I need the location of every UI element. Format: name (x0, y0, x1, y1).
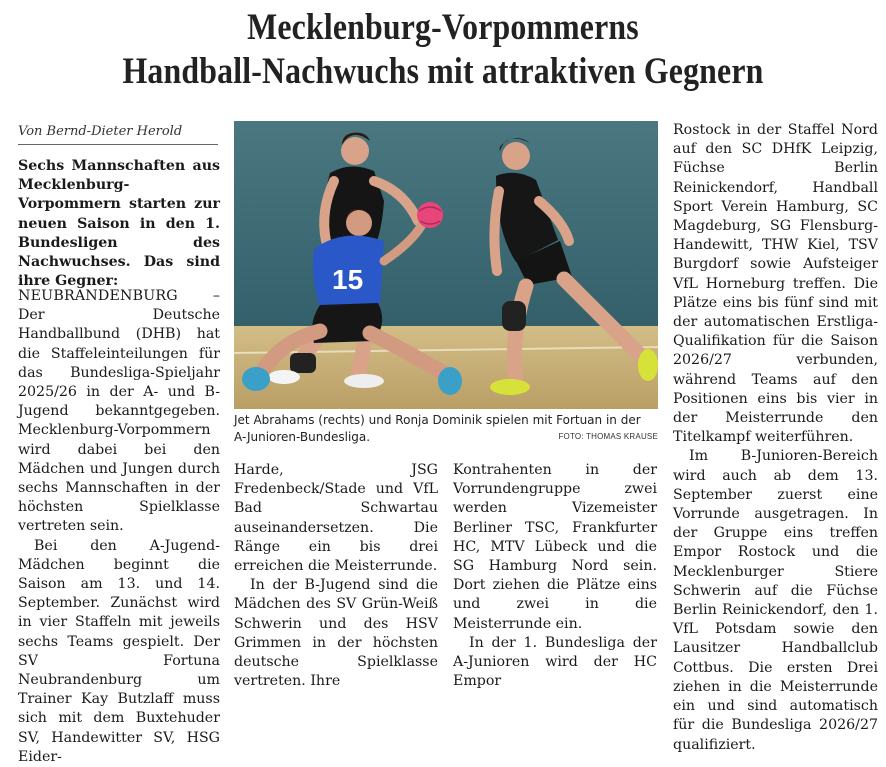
paragraph-3-cont: Kontrahenten in der Vorrundengruppe zwei werden Vizemeister Berliner TSC, Frankfurter HC, MTV Lübeck und die SG Hamburg Nord sein. Dort ziehen die Plätze eins und zwei in die Meisterrunde ein. (453, 462, 657, 632)
handball-photo-illustration (234, 121, 658, 409)
byline: Von Bernd-Dieter Herold (18, 124, 218, 145)
paragraph-1 (18, 287, 220, 537)
headline-line-2: Handball-Nachwuchs mit attraktiven Gegnern (122, 51, 764, 92)
article-photo (234, 121, 658, 409)
paragraph-5: Im B-Junioren-Bereich wird auch ab dem 13. September zuerst eine Vorrunde ausgetragen. In der Gruppe eins treffen Empor Rostock und die Mecklenburger Stiere Schwerin auf die Füchse Berlin Reinickendorf, den 1. VfL Potsdam sowie den Lausitzer Handballclub Cottbus. Die ersten Drei ziehen in die Meisterrunde ein und sind automatisch für die Bundesliga 2026/27 qualifiziert. (673, 448, 878, 753)
dateline: NEUBRANDENBURG (18, 288, 178, 304)
jersey-number: 15 (332, 264, 364, 295)
caption-text: Jet Abrahams (rechts) und Ronja Dominik spielen mit Fortuan in der A-Junioren-Bundesliga. (234, 413, 641, 444)
paragraph-2: Bei den A-Jugend-Mädchen beginnt die Saison am 13. und 14. September. Zunächst wird in vier Staffeln mit jeweils sechs Teams gespielt. Der SV Fortuna Neubrandenburg um Trainer Kay Butzlaff muss sich mit dem Buxtehuder SV, Handewitter SV, HSG Eider- (18, 537, 220, 765)
paragraph-4-cont: Rostock in der Staffel Nord auf den SC DHfK Leipzig, Füchse Berlin Reinickendorf, Handball Sport Verein Hamburg, SC Magdeburg, SG Flensburg-Handewitt, THW Kiel, TSV Burgdorf sowie Aufsteiger VfL Horneburg treffen. Die Plätze eins bis fünf sind mit der automatischen Erstliga-Qualifikation für die Saison 2026/27 verbunden, während Teams auf den Positionen eins bis vier in der Meisterrunde den Titelkampf weiterführen. (673, 122, 878, 446)
paragraph-1-text: – Der Deutsche Handballbund (DHB) hat die Staffeleinteilungen für das Bundesliga-Spieljahr 2025/26 in der A- und B-Jugend bekanntgegeben. Mecklenburg-Vorpommern wird dabei bei den Mädchen und Jungen durch sechs Mannschaften in der höchsten Spielklasse vertreten sein. (18, 288, 220, 535)
paragraph-3: In der B-Jugend sind die Mädchen des SV Grün-Weiß Schwerin und des HSV Grimmen in der höchsten deutsche Spielklasse vertreten. Ihre (234, 577, 438, 690)
paragraph-2-cont: Harde, JSG Fredenbeck/Stade und VfL Bad Schwartau auseinandersetzen. Die Ränge ein bis drei erreichen die Meisterrunde. (234, 462, 438, 575)
photo-caption (234, 412, 658, 446)
headline-line-1: Mecklenburg-Vorpommerns (247, 7, 639, 48)
paragraph-4: In der 1. Bundesliga der A-Junioren wird der HC Empor (453, 634, 657, 690)
gym-wall (234, 121, 658, 326)
article-column-1 (18, 287, 220, 767)
lead-paragraph: Sechs Mannschaften aus Mecklenburg-Vorpommern starten zur neuen Saison in den 1. Bundesligen des Nachwuchses. Das sind ihre Gegner: (18, 158, 220, 290)
article-column-2 (234, 461, 438, 691)
photo-credit: FOTO: THOMAS KRAUSE (558, 432, 658, 441)
article-column-3 (453, 461, 657, 691)
headline (62, 6, 824, 94)
article-column-4 (673, 121, 878, 755)
